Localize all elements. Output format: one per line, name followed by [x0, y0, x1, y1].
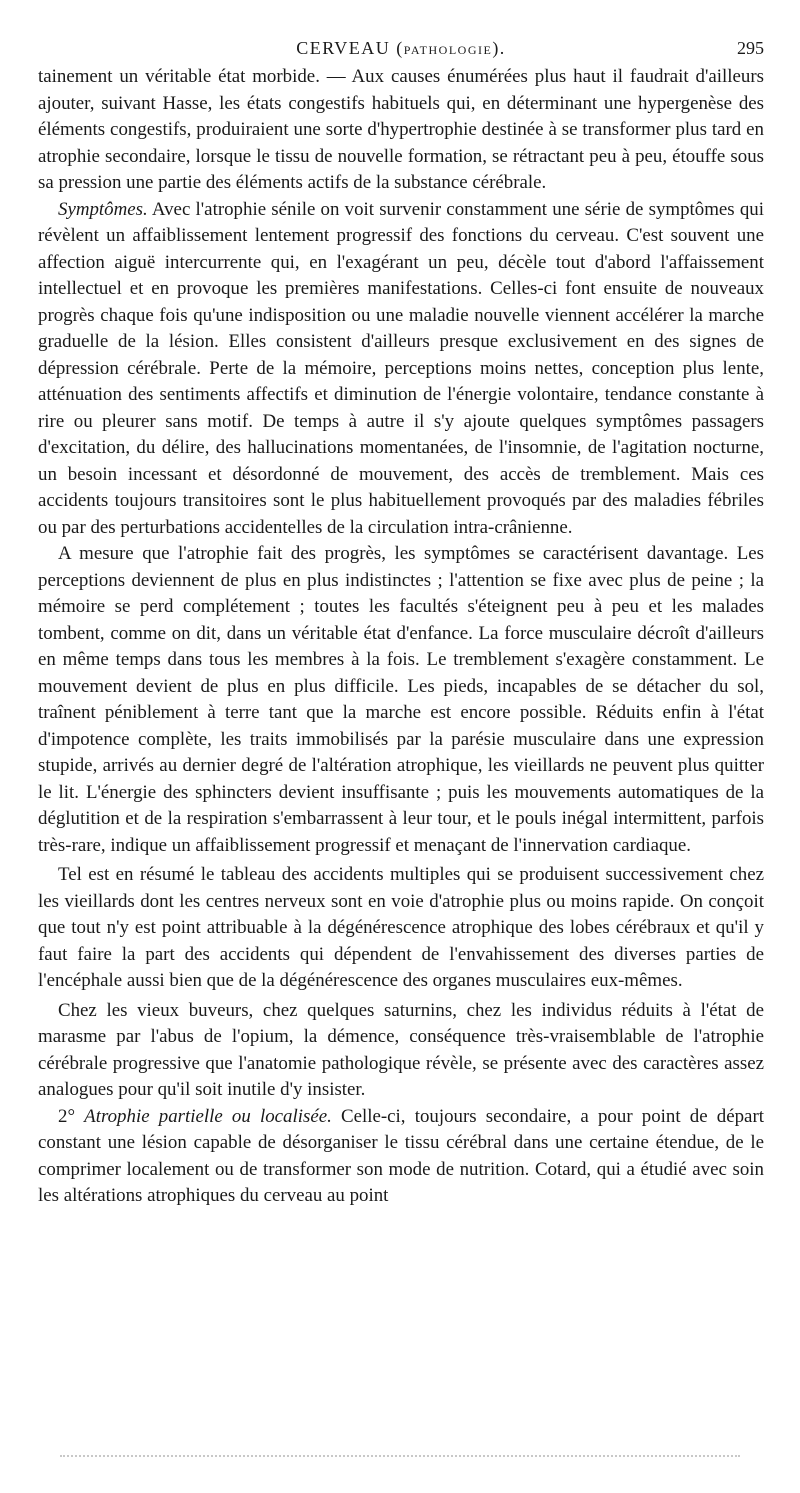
running-title: CERVEAU (PATHOLOGIE). — [296, 38, 506, 58]
paragraph-number: 2° — [58, 1105, 85, 1127]
paragraph-resume: Tel est en résumé le tableau des accidents multiples qui se produisent successivement chez les vieillards dont les centres nerveux sont en voie d'atrophie plus ou moins rapide. On conçoit que tout n'y est point attribuable à la dégénérescence atrophique des lobes cérébraux et qu'il y faut faire la part des accidents qui dépendent de l'envahissement des diverses parties de l'encéphale aussi bien que de la dégénérescence des organes musculaires eux-mêmes. — [38, 864, 764, 991]
paragraph-lead-atrophie: Atrophie partielle ou localisée. — [84, 1105, 332, 1127]
body-text — [38, 64, 764, 1210]
page-number: 295 — [737, 38, 764, 58]
running-title-subject: PATHOLOGIE — [403, 43, 493, 57]
paragraph-atrophie-partielle: 2° Atrophie partielle ou localisée. Celle-ci, toujours secondaire, a pour point de départ constant une lésion capable de désorganiser le tissu cérébral dans une certaine étendue, de le comprimer localement ou de transformer son mode de nutrition. Cotard, qui a étudié avec soin les altérations atrophiques du cerveau au point — [38, 1105, 764, 1206]
paragraph-buveurs: Chez les vieux buveurs, chez quelques saturnins, chez les individus réduits à l'état de marasme par l'abus de l'opium, la démence, conséquence très-vraisemblable de l'atrophie cérébrale progressive que l'anatomie pathologique révèle, se présente avec des caractères assez analogues pour qu'il soit inutile d'y insister. — [38, 999, 764, 1100]
paragraph-lead-symptomes: Symptômes. — [58, 198, 148, 220]
paragraph-progression: A mesure que l'atrophie fait des progrès, les symptômes se caractérisent davantage. Les perceptions deviennent de plus en plus indistinctes ; l'attention se fixe avec plus de peine ; la mémoire se perd complétement ; toutes les facultés s'éteignent peu à peu et les malades tombent, comme on dit, dans un véritable état d'enfance. La force musculaire décroît d'ailleurs en même temps dans tous les membres à la fois. Le tremblement s'exagère constamment. Le mouvement devient de plus en plus difficile. Les pieds, incapables de se détacher du sol, traînent péniblement à terre tant que la marche est encore possible. Réduits enfin à l'état d'impotence complète, les traits immobilisés par la parésie musculaire dans une expression stupide, arrivés au dernier degré de l'altération atrophique, les vieillards ne peuvent plus quitter le lit. L'énergie des sphincters devient insuffisante ; puis les mouvements automatiques de la déglutition et de la respiration s'embarrassent à leur tour, et le pouls inégal intermittent, parfois très-rare, indique un affaiblissement progressif et menaçant de l'innervation cardiaque. — [38, 543, 764, 856]
footer-dotted-rule — [60, 1455, 740, 1465]
paragraph-symptomes: Symptômes. Avec l'atrophie sénile on voit survenir constamment une série de symptômes qui révèlent un affaiblissement lentement progressif des fonctions du cerveau. C'est souvent une affection aiguë intercurrente qui, en l'exagérant un peu, décèle tout d'abord l'affaissement intellectuel et en provoque les premières manifestations. Celles-ci font ensuite de nouveaux progrès chaque fois qu'une indisposition ou une maladie nouvelle viennent accélérer la marche graduelle de la lésion. Elles consistent d'ailleurs presque exclusivement en des signes de dépression cérébrale. Perte de la mémoire, perceptions moins nettes, conception plus lente, atténuation des sentiments affectifs et diminution de l'énergie volontaire, tendance constante à rire ou pleurer sans motif. De temps à autre il s'y ajoute quelques symptômes passagers d'excitation, du délire, des hallucinations momentanées, de l'insomnie, de l'agitation nocturne, un besoin incessant et désordonné de mouvement, des accès de tremblement. Mais ces accidents toujours transitoires sont le plus habituellement provoqués par des maladies fébriles ou par des perturbations accidentelles de la circulation intra-crânienne. — [38, 198, 764, 538]
running-head — [38, 30, 764, 64]
book-page — [38, 30, 764, 1210]
paragraph-continuation: tainement un véritable état morbide. — Aux causes énumérées plus haut il faudrait d'ailleurs ajouter, suivant Hasse, les états congestifs habituels qui, en déterminant une hypergenèse des éléments congestifs, produiraient une sorte d'hypertrophie destinée à se transformer plus tard en atrophie secondaire, lorsque le tissu de nouvelle formation, se rétractant peu à peu, étouffe sous sa pression une partie des éléments actifs de la substance cérébrale. — [38, 66, 764, 193]
